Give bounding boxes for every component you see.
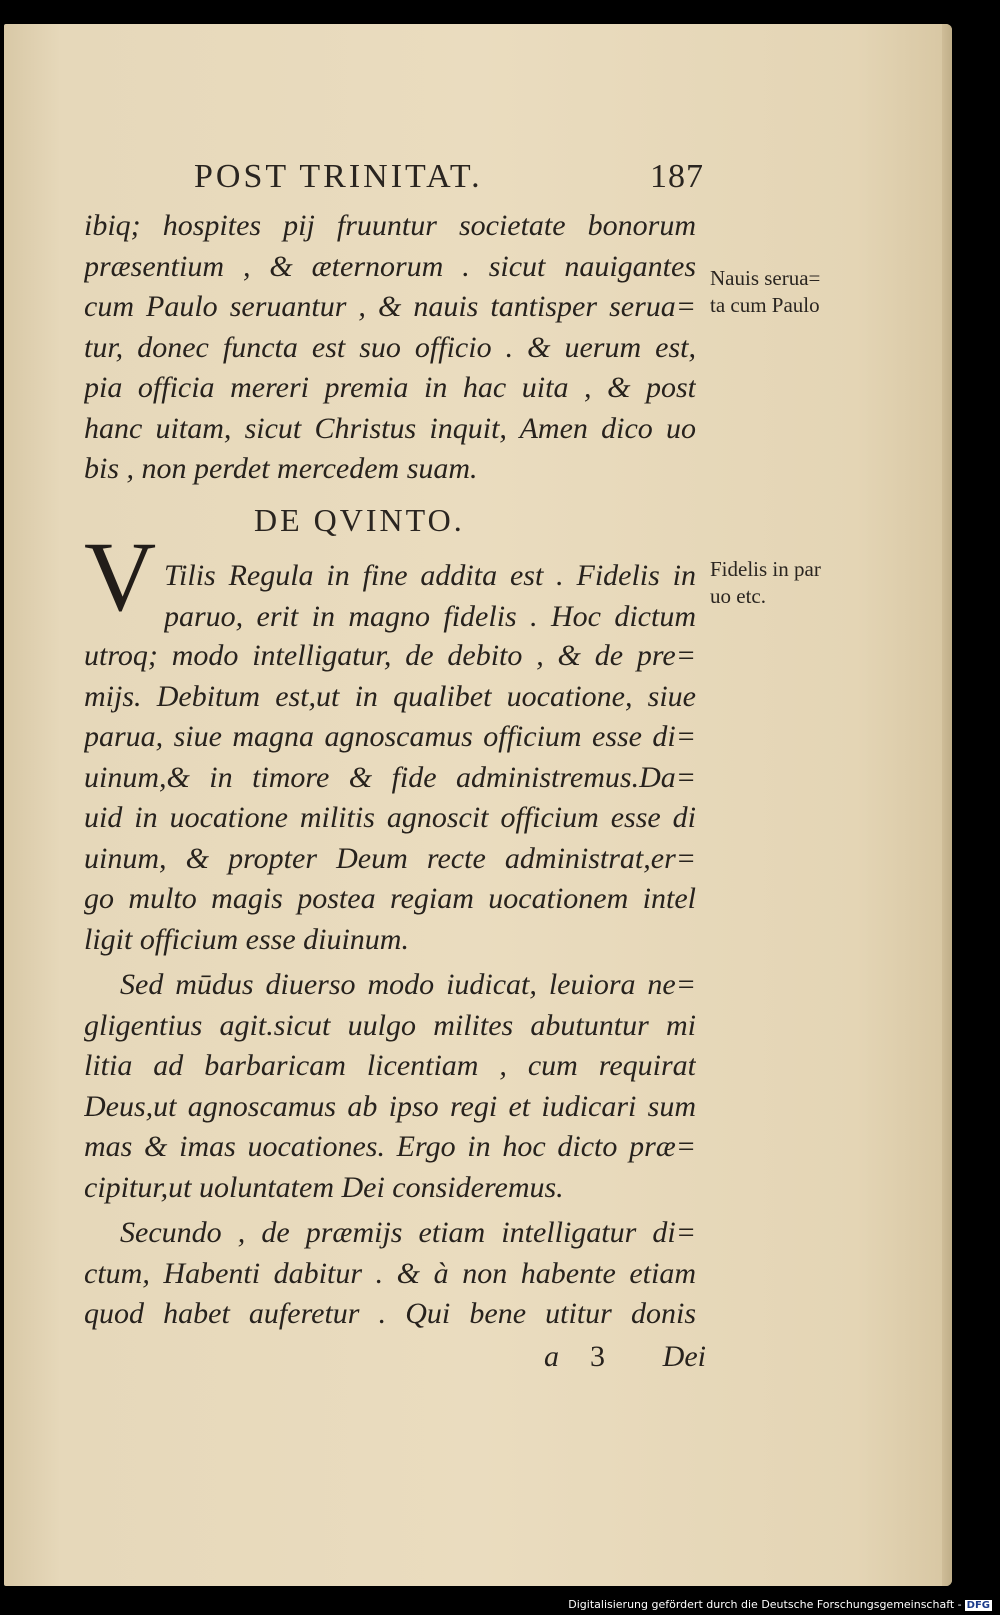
margin-note-line: Nauis serua= <box>710 266 821 290</box>
text-line: ctum, Habenti dabitur . & à non habente etiam <box>84 1256 696 1290</box>
text-line: gligentius agit.sicut uulgo milites abutuntur mi <box>84 1008 696 1042</box>
text-line: Sed mūdus diuerso modo iudicat, leuiora ne= <box>120 968 696 1001</box>
text-line: ibiq; hospites pij fruuntur societate bonorum <box>84 209 696 242</box>
text-line: mas & imas uocationes. Ergo in hoc dicto præ= <box>84 1130 696 1163</box>
section-heading: DE QVINTO. <box>254 502 465 538</box>
paragraph-4 <box>84 1213 696 1335</box>
margin-note-line: uo etc. <box>710 584 766 608</box>
text-line: parua, siue magna agnoscamus officium esse di= <box>84 720 696 753</box>
text-line: uinum,& in timore & fide administremus.Da= <box>84 760 696 794</box>
paragraph-3 <box>84 965 696 1208</box>
text-line: mijs. Debitum est,ut in qualibet uocatione, siue <box>84 679 696 713</box>
text-line: cipitur,ut uoluntatem Dei consideremus. <box>84 1170 564 1204</box>
text-line: Deus,ut agnoscamus ab ipso regi et iudicari sum <box>84 1089 696 1123</box>
text-line: Tilis Regula in fine addita est . Fidelis in <box>164 559 696 592</box>
paragraph-1 <box>84 206 696 490</box>
credit-text: Digitalisierung gefördert durch die Deutsche Forschungsgemeinschaft - <box>568 1598 962 1611</box>
text-line: quod habet auferetur . Qui bene utitur donis <box>84 1297 696 1330</box>
text-line: ligit officium esse diuinum. <box>84 922 409 956</box>
catchword: Dei <box>662 1340 706 1373</box>
text-line: pia officia mereri premia in hac uita , & post <box>84 371 696 404</box>
dfg-logo: DFG <box>966 1599 990 1611</box>
page-edge <box>942 24 952 1586</box>
text-line: cum Paulo seruantur , & nauis tantisper serua= <box>84 290 696 323</box>
digitization-credit <box>568 1598 992 1611</box>
text-line: Secundo , de præmijs etiam intelligatur di= <box>120 1216 696 1249</box>
text-line: uid in uocatione militis agnoscit officium esse di <box>84 801 696 834</box>
text-line: go multo magis postea regiam uocationem intel <box>84 882 696 915</box>
margin-note-1 <box>710 265 860 319</box>
paragraph-2-opening <box>164 556 696 637</box>
signature-number: 3 <box>590 1340 605 1373</box>
text-line: bis , non perdet mercedem suam. <box>84 452 478 485</box>
margin-note-line: Fidelis in par <box>710 557 821 581</box>
text-line: utroq; modo intelligatur, de debito , & de pre= <box>84 639 696 672</box>
page-number: 187 <box>650 158 704 195</box>
text-line: hanc uitam, sicut Christus inquit, Amen dico uo <box>84 411 696 445</box>
signature-mark: a <box>544 1340 559 1373</box>
text-line: litia ad barbaricam licentiam , cum requirat <box>84 1049 696 1082</box>
margin-note-line: ta cum Paulo <box>710 293 820 317</box>
paragraph-2 <box>84 636 696 960</box>
text-line: paruo, erit in magno fidelis . Hoc dictum <box>164 599 696 633</box>
text-line: præsentium , & æternorum . sicut nauigantes <box>84 249 696 283</box>
running-head: POST TRINITAT. <box>194 158 483 195</box>
text-line: tur, donec functa est suo officio . & uerum est, <box>84 330 696 364</box>
book-page <box>4 24 952 1586</box>
margin-note-2 <box>710 556 860 610</box>
drop-initial: V <box>84 521 157 632</box>
page-header <box>194 158 704 202</box>
text-line: uinum, & propter Deum recte administrat,er= <box>84 841 696 875</box>
